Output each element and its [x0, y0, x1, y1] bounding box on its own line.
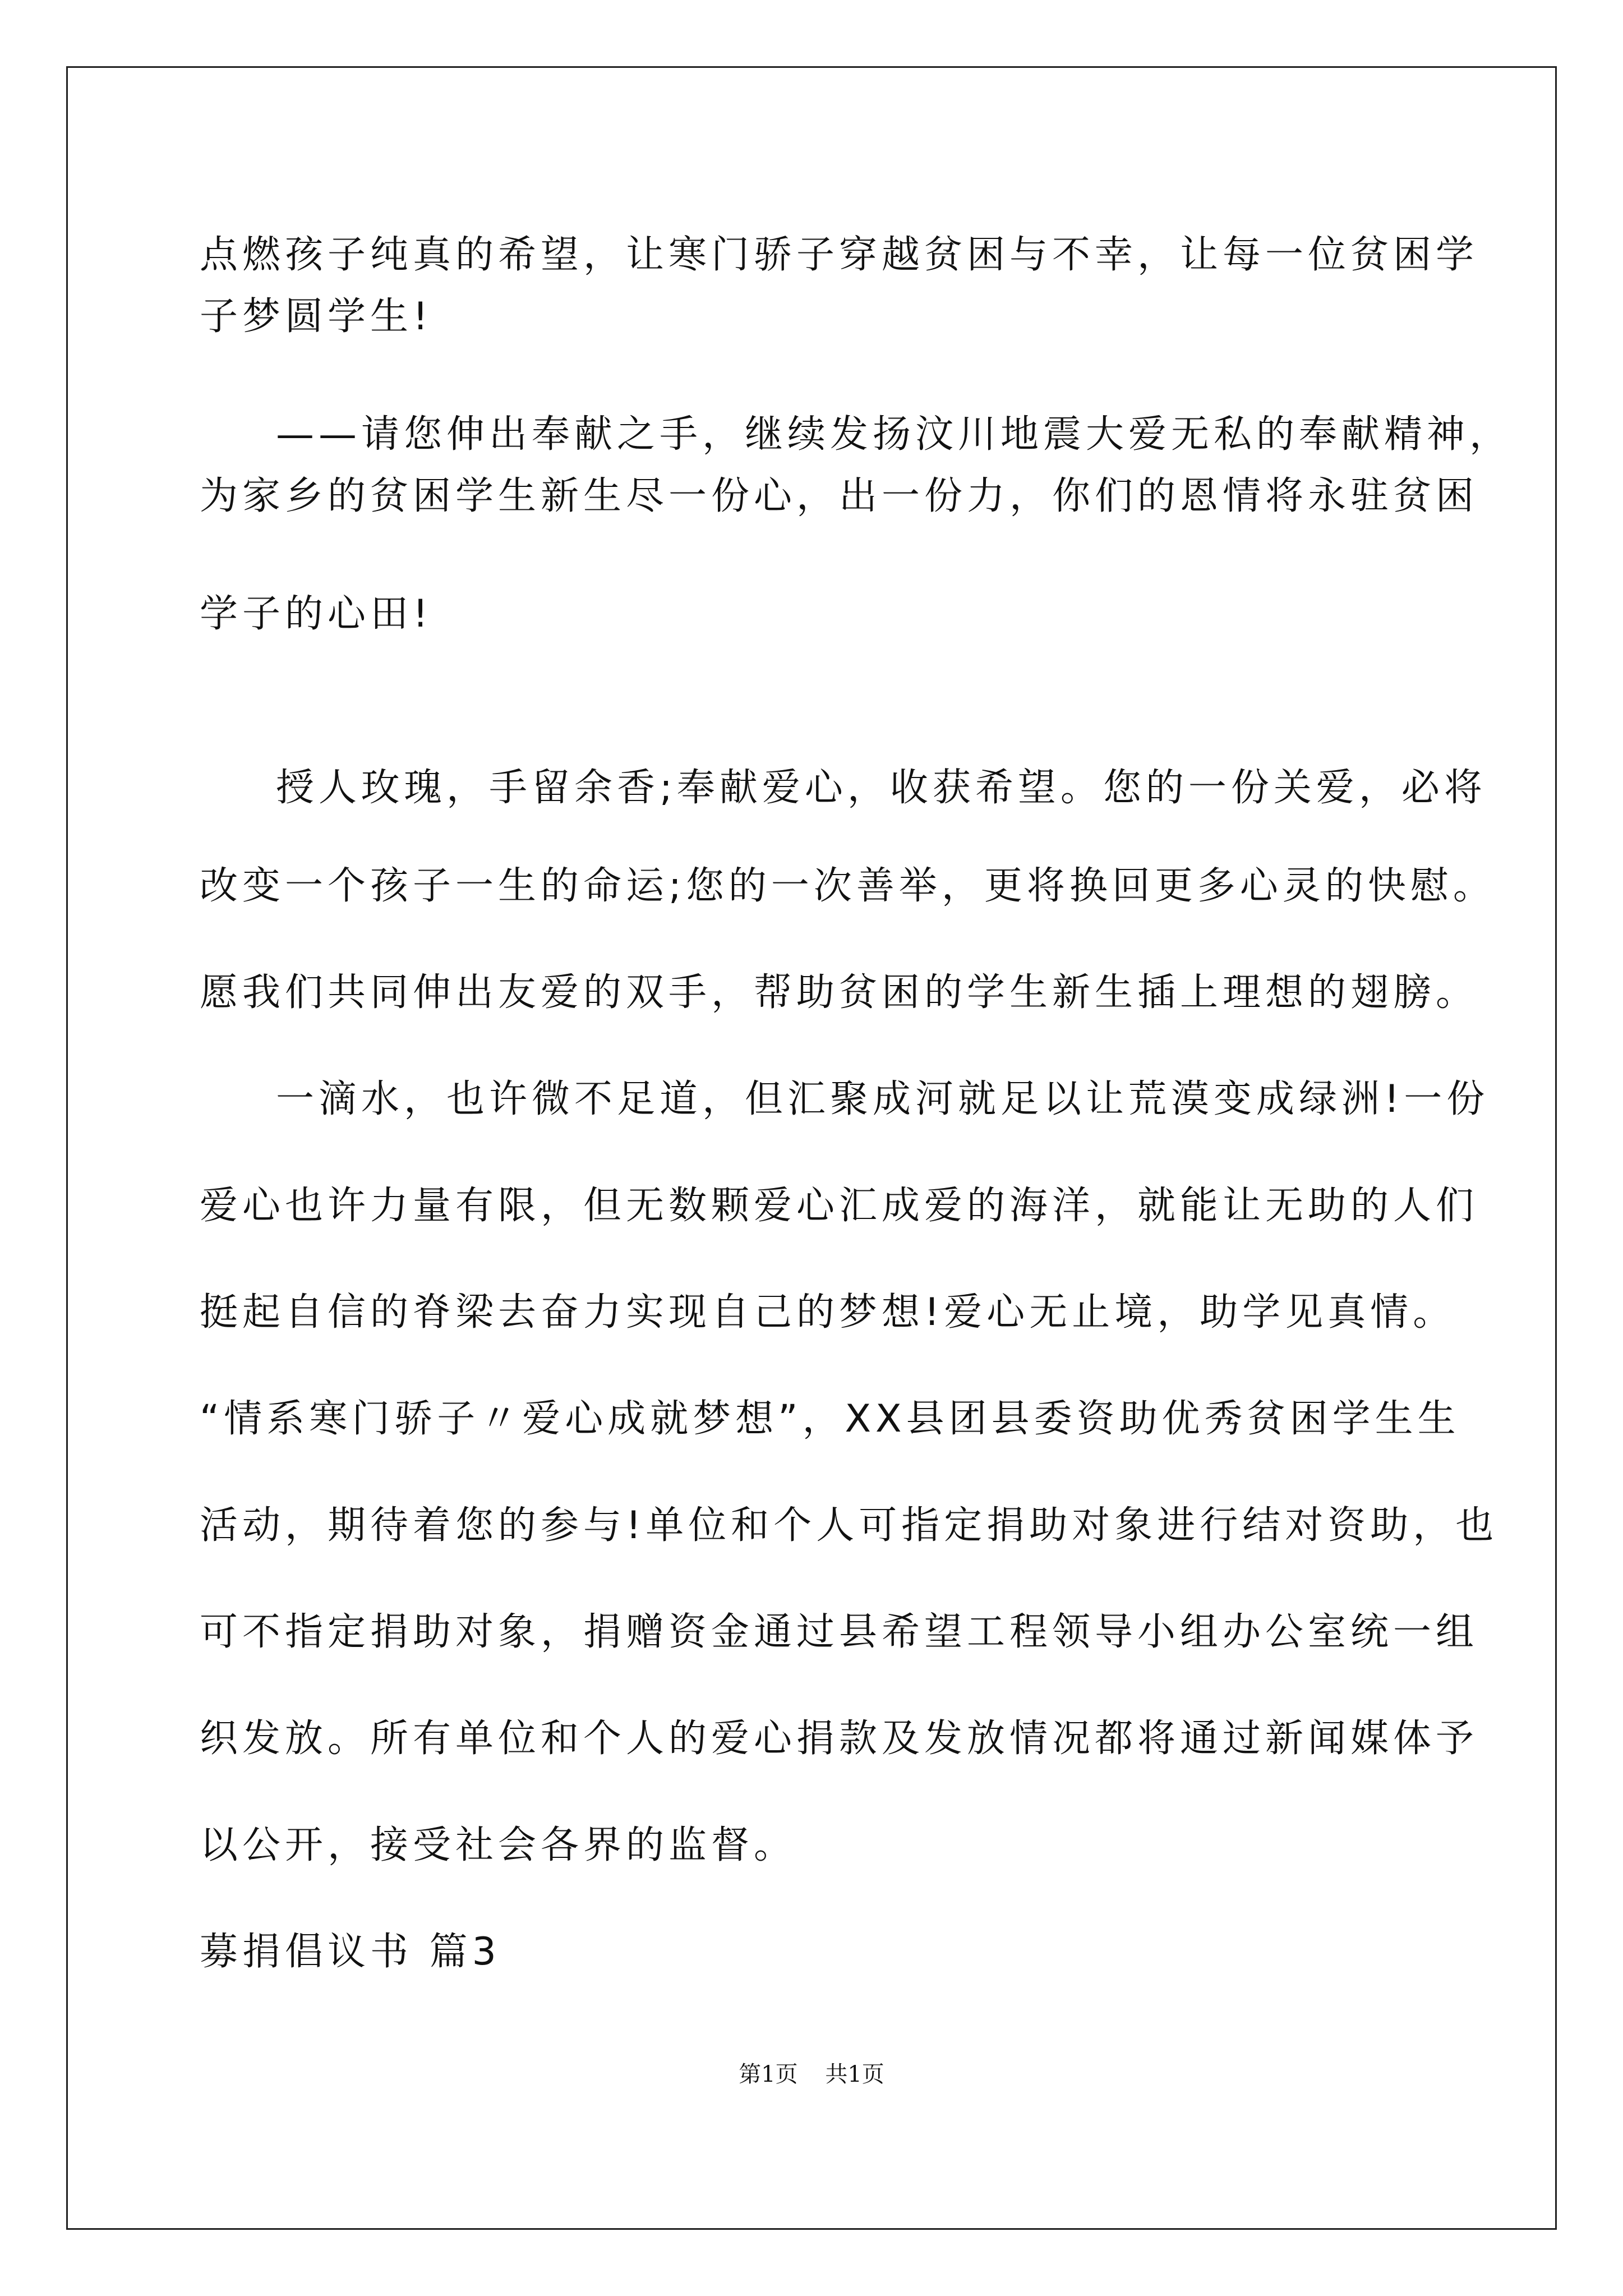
text-line: 为家乡的贫困学生新生尽一份心，出一份力，你们的恩情将永驻贫困 — [200, 474, 1479, 518]
text-line: 点燃孩子纯真的希望，让寒门骄子穿越贫困与不幸，让每一位贫困学 — [200, 233, 1479, 277]
text-line: 爱心也许力量有限，但无数颗爱心汇成爱的海洋，就能让无助的人们 — [200, 1184, 1479, 1228]
text-line: 子梦圆学生! — [200, 295, 433, 339]
text-line: 活动，期待着您的参与!单位和个人可指定捐助对象进行结对资助，也 — [200, 1503, 1498, 1548]
section-heading: 募捐倡议书 篇3 — [200, 1930, 501, 1974]
page-footer — [0, 2058, 1623, 2091]
text-line: 挺起自信的脊梁去奋力实现自己的梦想!爱心无止境，助学见真情。 — [200, 1290, 1456, 1335]
page-border — [66, 66, 1557, 2230]
text-line: 可不指定捐助对象，捐赠资金通过县希望工程领导小组办公室统一组 — [200, 1610, 1479, 1654]
text-line: “情系寒门骄子〃爱心成就梦想”，XX县团县委资助优秀贫困学生生 — [200, 1397, 1460, 1441]
text-line: 授人玫瑰，手留余香;奉献爱心，收获希望。您的一份关爱，必将 — [276, 766, 1487, 810]
text-line: 以公开，接受社会各界的监督。 — [200, 1823, 797, 1867]
text-line: 改变一个孩子一生的命运;您的一次善举，更将换回更多心灵的快慰。 — [200, 864, 1496, 908]
text-line: 织发放。所有单位和个人的爱心捐款及发放情况都将通过新闻媒体予 — [200, 1717, 1479, 1761]
total-pages: 共1页 — [825, 2062, 884, 2087]
text-line: 愿我们共同伸出友爱的双手，帮助贫困的学生新生插上理想的翅膀。 — [200, 970, 1479, 1015]
text-line: 一滴水，也许微不足道，但汇聚成河就足以让荒漠变成绿洲!一份 — [276, 1077, 1490, 1121]
text-line: ——请您伸出奉献之手，继续发扬汶川地震大爱无私的奉献精神， — [276, 412, 1513, 457]
page-number: 第1页 — [739, 2062, 798, 2087]
text-line: 学子的心田! — [200, 592, 433, 636]
